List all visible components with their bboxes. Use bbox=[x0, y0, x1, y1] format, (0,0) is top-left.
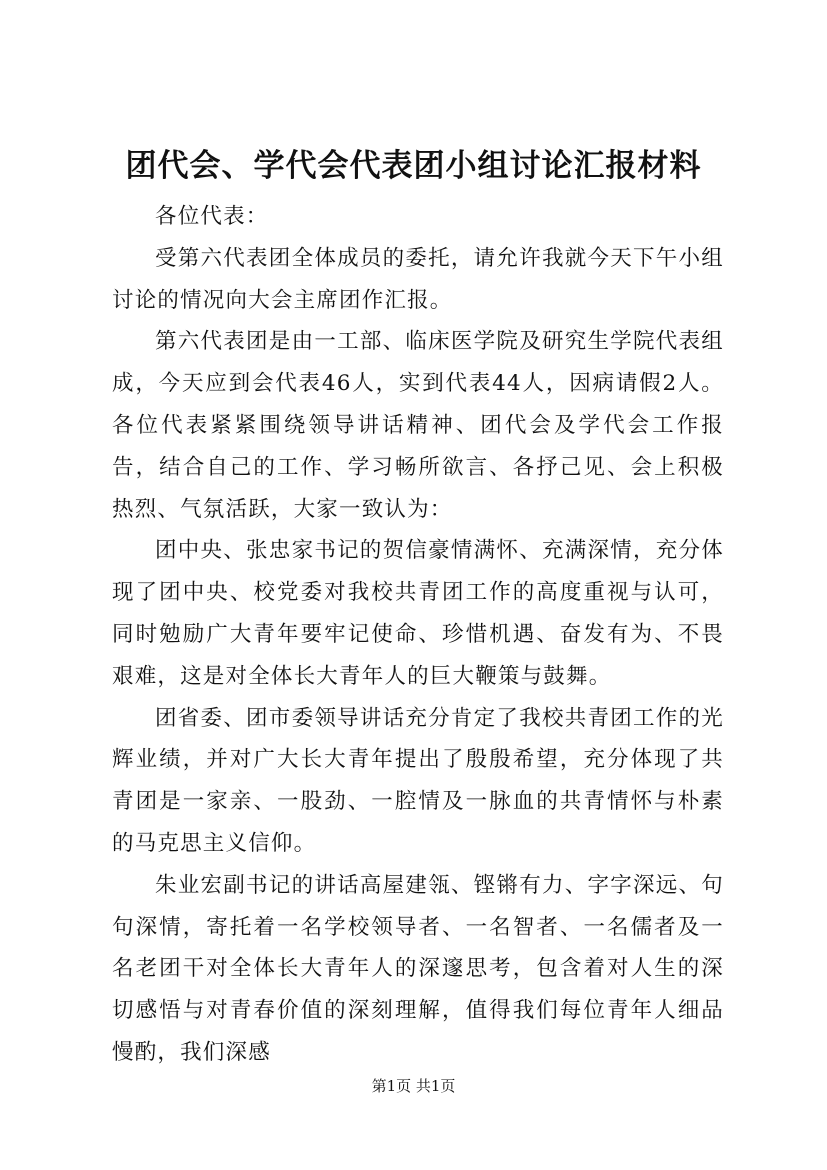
paragraph: 受第六代表团全体成员的委托，请允许我就今天下午小组讨论的情况向大会主席团作汇报。 bbox=[112, 245, 724, 313]
paragraph: 团中央、张忠家书记的贺信豪情满怀、充满深情，充分体现了团中央、校党委对我校共青团工作的高度重视与认可，同时勉励广大青年要牢记使命、珍惜机遇、奋发有为、不畏艰难，这是对全体长大青年人的巨大鞭策与鼓舞。 bbox=[112, 538, 724, 689]
paragraph: 朱业宏副书记的讲话高屋建瓴、铿锵有力、字字深远、句句深情，寄托着一名学校领导者、一名智者、一名儒者及一名老团干对全体长大青年人的深邃思考，包含着对人生的深切感悟与对青春价值的深刻理解，值得我们每位青年人细品慢酌，我们深感 bbox=[112, 872, 724, 1065]
page-footer bbox=[0, 1074, 827, 1098]
paragraph: 第六代表团是由一工部、临床医学院及研究生学院代表组成，今天应到会代表46人，实到代表44人，因病请假2人。各位代表紧紧围绕领导讲话精神、团代会及学代会工作报告，结合自己的工作、学习畅所欲言、各抒己见、会上积极热烈、气氛活跃，大家一致认为： bbox=[112, 329, 724, 522]
document-title: 团代会、学代会代表团小组讨论汇报材料 bbox=[125, 148, 702, 184]
document-body bbox=[112, 196, 724, 1074]
paragraph-salutation: 各位代表： bbox=[155, 204, 269, 229]
page-number-label: 第1页 共1页 bbox=[371, 1077, 456, 1095]
paragraph: 团省委、团市委领导讲话充分肯定了我校共青团工作的光辉业绩，并对广大长大青年提出了殷殷希望，充分体现了共青团是一家亲、一股劲、一腔情及一脉血的共青情怀与朴素的马克思主义信仰。 bbox=[112, 705, 724, 856]
